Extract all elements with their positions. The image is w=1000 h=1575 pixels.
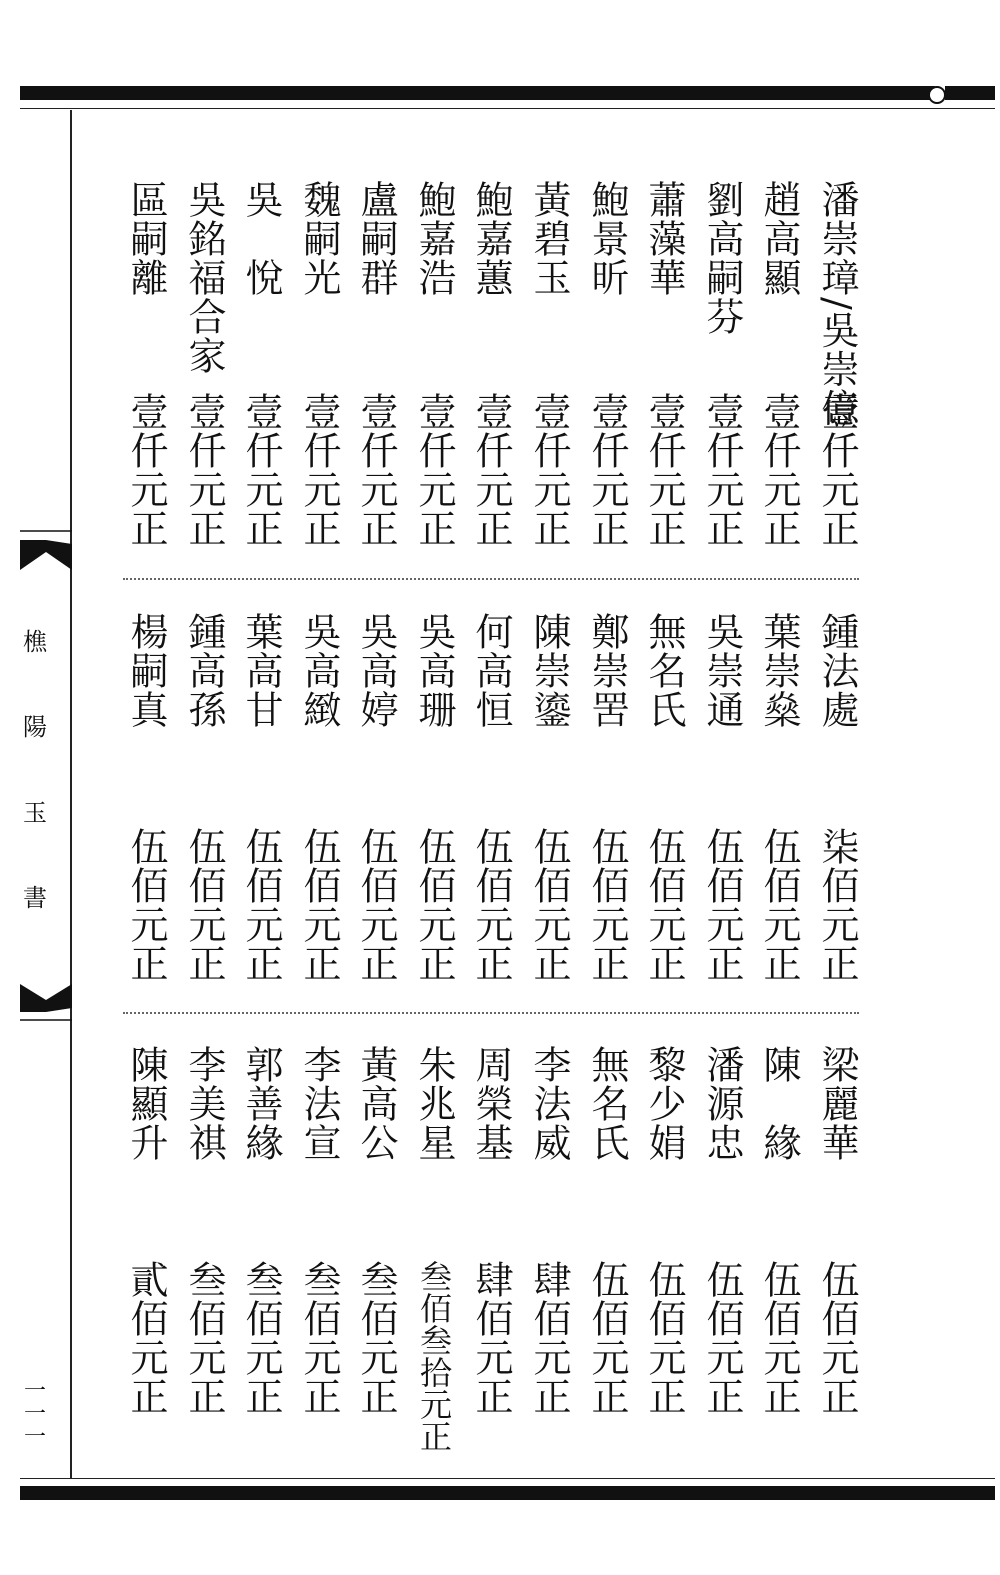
donation-amount: 伍佰元正 xyxy=(585,1260,629,1416)
donor-name: 陳顯升 xyxy=(124,1045,168,1162)
donor-name: 劉高嗣芬 xyxy=(700,180,744,336)
donor-name: 無名氏 xyxy=(642,612,686,729)
spine-title-char: 玉 xyxy=(23,798,47,827)
donor-name: 鮑嘉浩 xyxy=(412,180,456,297)
donation-amount: 伍佰元正 xyxy=(757,1260,801,1416)
donor-name: 郭善緣 xyxy=(239,1045,283,1162)
donation-amount: 壹仟元正 xyxy=(757,392,801,548)
donation-amount: 叁佰元正 xyxy=(354,1260,398,1416)
donation-amount: 壹仟元正 xyxy=(642,392,686,548)
donor-name: 無名氏 xyxy=(585,1045,629,1162)
donor-name: 鍾法處 xyxy=(815,612,859,729)
donation-amount: 伍佰元正 xyxy=(124,827,168,983)
donor-name: 潘源忠 xyxy=(700,1045,744,1162)
donation-amount: 伍佰元正 xyxy=(815,1260,859,1416)
donor-name: 陳 緣 xyxy=(757,1045,801,1162)
donor-name: 梁麗華 xyxy=(815,1045,859,1162)
donor-name: 盧嗣群 xyxy=(354,180,398,297)
donation-amount: 肆佰元正 xyxy=(527,1260,571,1416)
page-number-char: 一 xyxy=(23,1425,46,1451)
top-border-dot xyxy=(928,86,946,104)
donation-amount: 貳佰元正 xyxy=(124,1260,168,1416)
donation-amount: 伍佰元正 xyxy=(354,827,398,983)
donor-name: 吳 悅 xyxy=(239,180,283,297)
donation-amount: 壹仟元正 xyxy=(239,392,283,548)
donation-amount: 伍佰元正 xyxy=(239,827,283,983)
donation-amount: 壹仟元正 xyxy=(469,392,513,548)
donor-name: 魏嗣光 xyxy=(297,180,341,297)
donor-name: 周榮基 xyxy=(469,1045,513,1162)
donor-name: 吳高緻 xyxy=(297,612,341,729)
donation-amount: 伍佰元正 xyxy=(412,827,456,983)
spine-lower-mark xyxy=(20,982,72,1024)
donor-name: 陳崇鎏 xyxy=(527,612,571,729)
section-divider xyxy=(123,578,859,580)
donation-amount: 壹仟元正 xyxy=(182,392,226,548)
spine-title-char: 書 xyxy=(23,883,47,912)
donor-name: 吳崇通 xyxy=(700,612,744,729)
donor-name: 吳銘福合家 xyxy=(182,180,226,375)
donation-amount: 伍佰元正 xyxy=(642,827,686,983)
donor-name: 楊嗣真 xyxy=(124,612,168,729)
donation-amount: 叁佰元正 xyxy=(297,1260,341,1416)
donor-name: 葉崇燊 xyxy=(757,612,801,729)
donor-name: 何高恒 xyxy=(469,612,513,729)
donation-amount: 壹仟元正 xyxy=(412,392,456,548)
donor-name: 趙高顯 xyxy=(757,180,801,297)
donation-amount: 伍佰元正 xyxy=(700,1260,744,1416)
bottom-border-thin-line xyxy=(20,1478,995,1479)
donor-name: 鮑景昕 xyxy=(585,180,629,297)
donation-amount: 壹仟元正 xyxy=(124,392,168,548)
donation-amount: 壹仟元正 xyxy=(527,392,571,548)
donor-name: 吳高婷 xyxy=(354,612,398,729)
donation-amount: 伍佰元正 xyxy=(469,827,513,983)
donor-name: 黃碧玉 xyxy=(527,180,571,297)
top-border-thin-line xyxy=(20,108,995,109)
donor-name: 李法威 xyxy=(527,1045,571,1162)
donor-name: 李法宣 xyxy=(297,1045,341,1162)
donor-name: 朱兆星 xyxy=(412,1045,456,1162)
donation-amount: 伍佰元正 xyxy=(297,827,341,983)
donor-name: 鮑嘉蕙 xyxy=(469,180,513,297)
donation-amount: 叁佰叁拾元正 xyxy=(415,1260,453,1452)
donor-name: 潘崇璋/吳崇億 xyxy=(815,180,859,428)
spine-book-title xyxy=(0,560,70,980)
donation-amount: 壹仟元正 xyxy=(700,392,744,548)
donor-name: 李美祺 xyxy=(182,1045,226,1162)
donation-amount: 壹仟元正 xyxy=(585,392,629,548)
donor-name: 葉高甘 xyxy=(239,612,283,729)
page-number-char: 一 xyxy=(23,1402,46,1428)
donation-amount: 伍佰元正 xyxy=(527,827,571,983)
donor-name: 鍾高孫 xyxy=(182,612,226,729)
donor-name: 蕭藻華 xyxy=(642,180,686,297)
donation-amount: 柒佰元正 xyxy=(815,827,859,983)
donation-amount: 伍佰元正 xyxy=(182,827,226,983)
donation-amount: 壹仟元正 xyxy=(354,392,398,548)
donor-name: 黃高公 xyxy=(354,1045,398,1162)
donation-amount: 伍佰元正 xyxy=(757,827,801,983)
donation-amount: 伍佰元正 xyxy=(642,1260,686,1416)
donation-amount: 叁佰元正 xyxy=(239,1260,283,1416)
bottom-border-bar xyxy=(20,1486,995,1500)
donor-name: 黎少娟 xyxy=(642,1045,686,1162)
donation-amount: 壹仟元正 xyxy=(297,392,341,548)
spine-title-char: 樵 xyxy=(23,628,47,656)
donor-name: 鄭崇罟 xyxy=(585,612,629,729)
donor-name: 吳高珊 xyxy=(412,612,456,729)
donation-amount: 壹仟元正 xyxy=(815,392,859,548)
top-border-bar xyxy=(20,86,935,100)
donation-amount: 伍佰元正 xyxy=(700,827,744,983)
top-border-bar-right xyxy=(945,86,995,100)
spine-divider-line xyxy=(70,110,72,1478)
donor-name: 區嗣離 xyxy=(124,180,168,297)
donation-amount: 肆佰元正 xyxy=(469,1260,513,1416)
donation-amount: 伍佰元正 xyxy=(585,827,629,983)
donation-amount: 叁佰元正 xyxy=(182,1260,226,1416)
section-divider xyxy=(123,1012,859,1014)
spine-title-char: 陽 xyxy=(23,713,47,742)
spine-page-number xyxy=(0,1380,70,1449)
page-number-char: 一 xyxy=(23,1379,46,1404)
